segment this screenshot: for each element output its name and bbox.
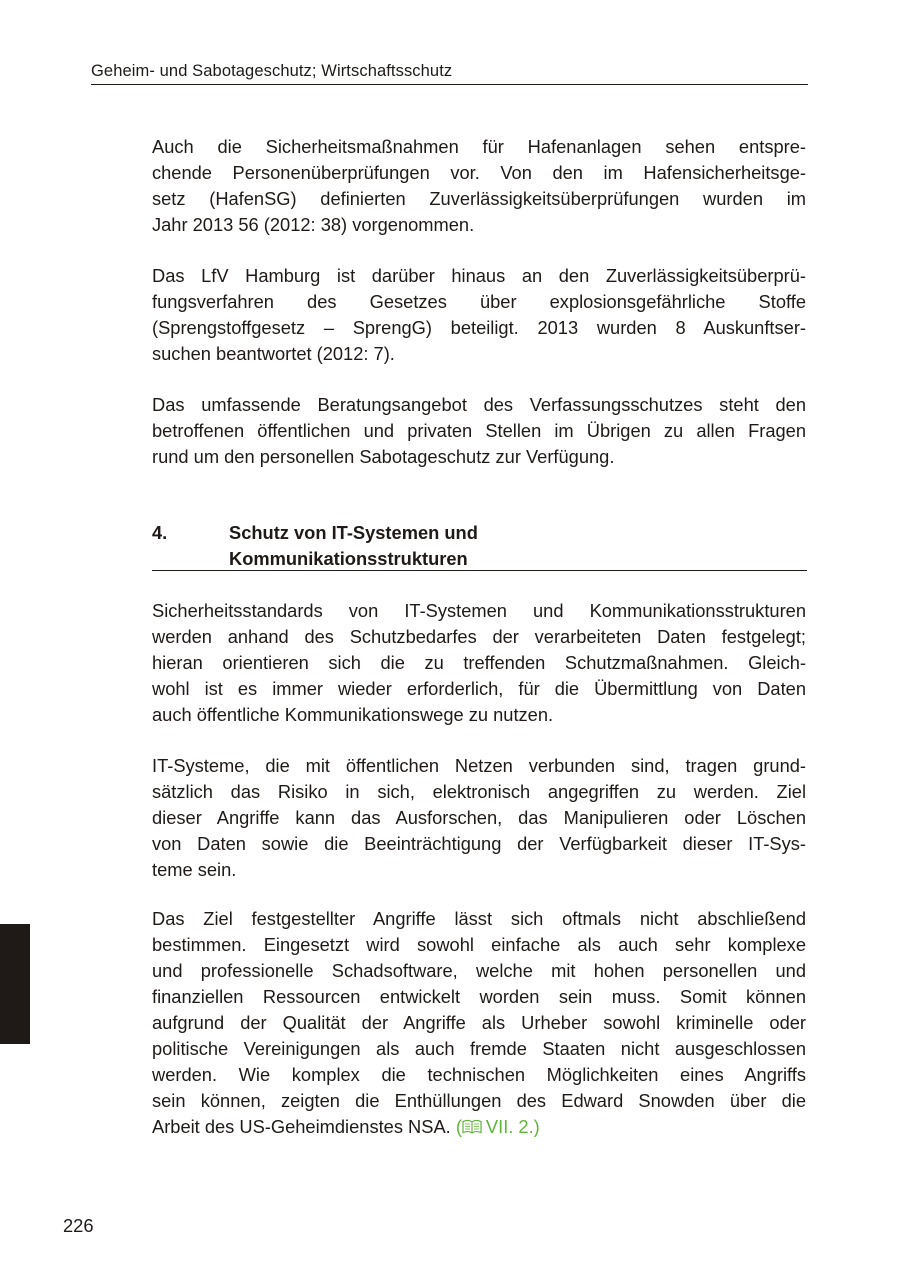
paragraph-line: suchen beantwortet (2012: 7). bbox=[152, 343, 395, 364]
running-head: Geheim- und Sabotageschutz; Wirtschaftsschutz bbox=[91, 62, 453, 80]
paragraph-line: hieran orientieren sich die zu treffenden Schutzmaßnahmen. Gleich- bbox=[152, 652, 806, 673]
paragraph-line: von Daten sowie die Beeinträchtigung der Verfügbarkeit dieser IT-Sys- bbox=[152, 833, 806, 854]
paragraph-sprengstoffgesetz bbox=[152, 263, 806, 367]
paragraph-hafenanlagen bbox=[152, 134, 806, 238]
paragraph-line: bestimmen. Eingesetzt wird sowohl einfache als auch sehr komplexe bbox=[152, 934, 806, 955]
paragraph-line: politische Vereinigungen als auch fremde Staaten nicht ausgeschlossen bbox=[152, 1038, 806, 1059]
paragraph-line: (Sprengstoffgesetz – SprengG) beteiligt. 2013 wurden 8 Auskunftser- bbox=[152, 317, 806, 338]
paragraph-line: Das umfassende Beratungsangebot des Verfassungsschutzes steht den bbox=[152, 394, 806, 415]
paragraph-line: Das Ziel festgestellter Angriffe lässt sich oftmals nicht abschließend bbox=[152, 908, 806, 929]
paragraph-line: finanziellen Ressourcen entwickelt worden sein muss. Somit können bbox=[152, 986, 806, 1007]
paragraph-line: rund um den personellen Sabotageschutz zur Verfügung. bbox=[152, 446, 615, 467]
section-title-line: Kommunikationsstrukturen bbox=[229, 548, 468, 569]
paragraph-line: chende Personenüberprüfungen vor. Von den im Hafensicherheitsge- bbox=[152, 162, 806, 183]
paragraph-line: wohl ist es immer wieder erforderlich, für die Übermittlung von Daten bbox=[152, 678, 806, 699]
paragraph-it-systeme bbox=[152, 753, 806, 883]
paragraph-line: betroffenen öffentlichen und privaten Stellen im Übrigen zu allen Fragen bbox=[152, 420, 806, 441]
paragraph-line: fungsverfahren des Gesetzes über explosionsgefährliche Stoffe bbox=[152, 291, 806, 312]
page-number: 226 bbox=[63, 1215, 94, 1236]
section-number: 4. bbox=[152, 522, 168, 543]
paragraph-line: Sicherheitsstandards von IT-Systemen und Kommunikationsstrukturen bbox=[152, 600, 806, 621]
paragraph-sicherheitsstandards bbox=[152, 598, 806, 728]
paragraph-line: dieser Angriffe kann das Ausforschen, das Manipulieren oder Löschen bbox=[152, 807, 806, 828]
paragraph-line: Jahr 2013 56 (2012: 38) vorgenommen. bbox=[152, 214, 475, 235]
paragraph-line: sein können, zeigten die Enthüllungen des Edward Snowden über die bbox=[152, 1090, 806, 1111]
paragraph-line: sätzlich das Risiko in sich, elektronisch angegriffen zu werden. Ziel bbox=[152, 781, 806, 802]
paragraph-line: werden. Wie komplex die technischen Möglichkeiten eines Angriffs bbox=[152, 1064, 806, 1085]
book-icon bbox=[462, 1119, 482, 1134]
paragraph-line: aufgrund der Qualität der Angriffe als Urheber sowohl kriminelle oder bbox=[152, 1012, 806, 1033]
paragraph-angriffe bbox=[152, 906, 806, 1140]
paragraph-line-text: Arbeit des US-Geheimdienstes NSA. bbox=[152, 1116, 451, 1137]
paragraph-last-line bbox=[152, 1114, 806, 1140]
section-title-line: Schutz von IT-Systemen und bbox=[229, 522, 478, 543]
paragraph-line: setz (HafenSG) definierten Zuverlässigkeitsüberprüfungen wurden im bbox=[152, 188, 806, 209]
paragraph-line: werden anhand des Schutzbedarfes der verarbeiteten Daten festgelegt; bbox=[152, 626, 806, 647]
paragraph-line: teme sein. bbox=[152, 859, 237, 880]
paragraph-line: Das LfV Hamburg ist darüber hinaus an den Zuverlässigkeitsüberprü- bbox=[152, 265, 806, 286]
paragraph-line: IT-Systeme, die mit öffentlichen Netzen verbunden sind, tragen grund- bbox=[152, 755, 806, 776]
chapter-thumb-tab bbox=[0, 924, 30, 1044]
running-head-rule bbox=[91, 84, 808, 85]
section-rule bbox=[152, 570, 807, 571]
paragraph-line: auch öffentliche Kommunikationswege zu nutzen. bbox=[152, 704, 554, 725]
paragraph-beratungsangebot bbox=[152, 392, 806, 470]
cross-reference-text: VII. 2.) bbox=[485, 1116, 540, 1137]
cross-reference-link[interactable] bbox=[456, 1116, 540, 1137]
section-title bbox=[229, 520, 789, 572]
paragraph-line: Auch die Sicherheitsmaßnahmen für Hafenanlagen sehen entspre- bbox=[152, 136, 806, 157]
cross-reference-open-paren: ( bbox=[455, 1116, 462, 1137]
paragraph-line: und professionelle Schadsoftware, welche mit hohen personellen und bbox=[152, 960, 806, 981]
